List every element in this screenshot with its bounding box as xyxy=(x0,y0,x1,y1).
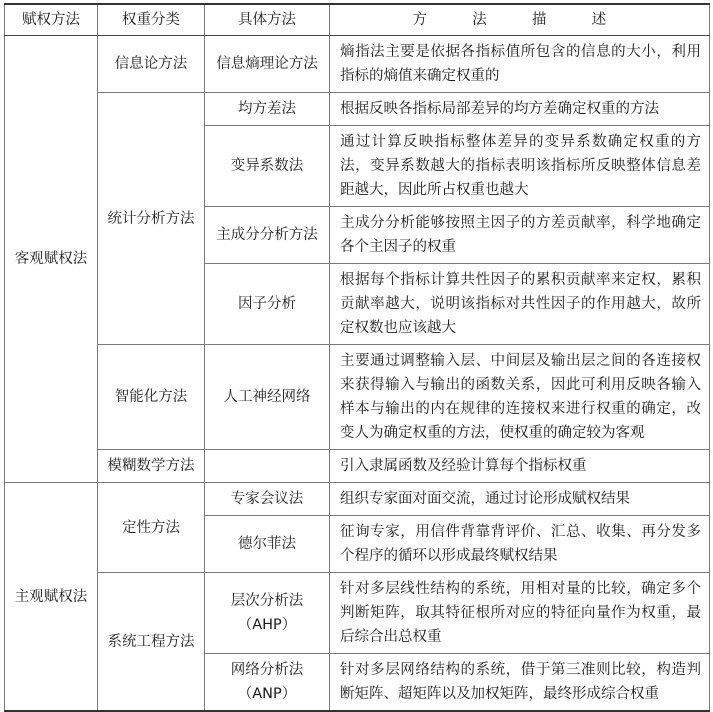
description-cell: 针对多层线性结构的系统，用相对量的比较，确定多个判断矩阵，取其特征根所对应的特征向量作为权重，最后综合出总权重 xyxy=(330,573,710,654)
method-cell: 德尔菲法 xyxy=(205,516,330,573)
category-cell: 智能化方法 xyxy=(98,345,205,450)
category-cell: 系统工程方法 xyxy=(98,573,205,712)
header-cell: 方 法 描 述 xyxy=(330,4,710,36)
table-row xyxy=(5,93,710,126)
method-cell: 变异系数法 xyxy=(205,126,330,207)
description-cell: 通过计算反映指标整体差异的变异系数确定权重的方法，变异系数越大的指标表明该指标所反映整体信息差距越大，因此所占权重也越大 xyxy=(330,126,710,207)
category-cell: 信息论方法 xyxy=(98,36,205,93)
method-cell: 因子分析 xyxy=(205,264,330,345)
table-row xyxy=(5,345,710,450)
method-cell: 人工神经网络 xyxy=(205,345,330,450)
table-row xyxy=(5,450,710,483)
description-cell: 主成分分析能够按照主因子的方差贡献率，科学地确定各个主因子的权重 xyxy=(330,207,710,264)
method-cell xyxy=(205,450,330,483)
description-cell: 熵指法主要是依据各指标值所包含的信息的大小，利用指标的熵值来确定权重的 xyxy=(330,36,710,93)
description-cell: 引入隶属函数及经验计算每个指标权重 xyxy=(330,450,710,483)
table-row xyxy=(5,36,710,93)
header-row xyxy=(5,4,710,36)
method-cell: 专家会议法 xyxy=(205,483,330,516)
group-cell: 主观赋权法 xyxy=(5,483,98,712)
weighting-methods-table xyxy=(4,3,710,712)
description-cell: 根据每个指标计算共性因子的累积贡献率来定权，累积贡献率越大，说明该指标对共性因子的作用越大，故所定权数也应该越大 xyxy=(330,264,710,345)
description-cell: 组织专家面对面交流，通过讨论形成赋权结果 xyxy=(330,483,710,516)
header-cell: 赋权方法 xyxy=(5,4,98,36)
group-cell: 客观赋权法 xyxy=(5,36,98,483)
header-cell: 具体方法 xyxy=(205,4,330,36)
method-cell: 网络分析法（ANP） xyxy=(205,654,330,712)
description-cell: 根据反映各指标局部差异的均方差确定权重的方法 xyxy=(330,93,710,126)
category-cell: 统计分析方法 xyxy=(98,93,205,345)
description-cell: 针对多层网络结构的系统，借于第三准则比较，构造判断矩阵、超矩阵以及加权矩阵，最终形成综合权重 xyxy=(330,654,710,712)
method-cell: 主成分分析方法 xyxy=(205,207,330,264)
category-cell: 定性方法 xyxy=(98,483,205,573)
table-row xyxy=(5,483,710,516)
description-cell: 主要通过调整输入层、中间层及输出层之间的各连接权来获得输入与输出的函数关系，因此可利用反映各输入样本与输出的内在规律的连接权来进行权重的确定，改变人为确定权重的方法，使权重的确定较为客观 xyxy=(330,345,710,450)
method-cell: 均方差法 xyxy=(205,93,330,126)
method-cell: 层次分析法（AHP） xyxy=(205,573,330,654)
description-cell: 征询专家，用信件背靠背评价、汇总、收集、再分发多个程序的循环以形成最终赋权结果 xyxy=(330,516,710,573)
table-row xyxy=(5,573,710,654)
header-cell: 权重分类 xyxy=(98,4,205,36)
method-cell: 信息熵理论方法 xyxy=(205,36,330,93)
category-cell: 模糊数学方法 xyxy=(98,450,205,483)
